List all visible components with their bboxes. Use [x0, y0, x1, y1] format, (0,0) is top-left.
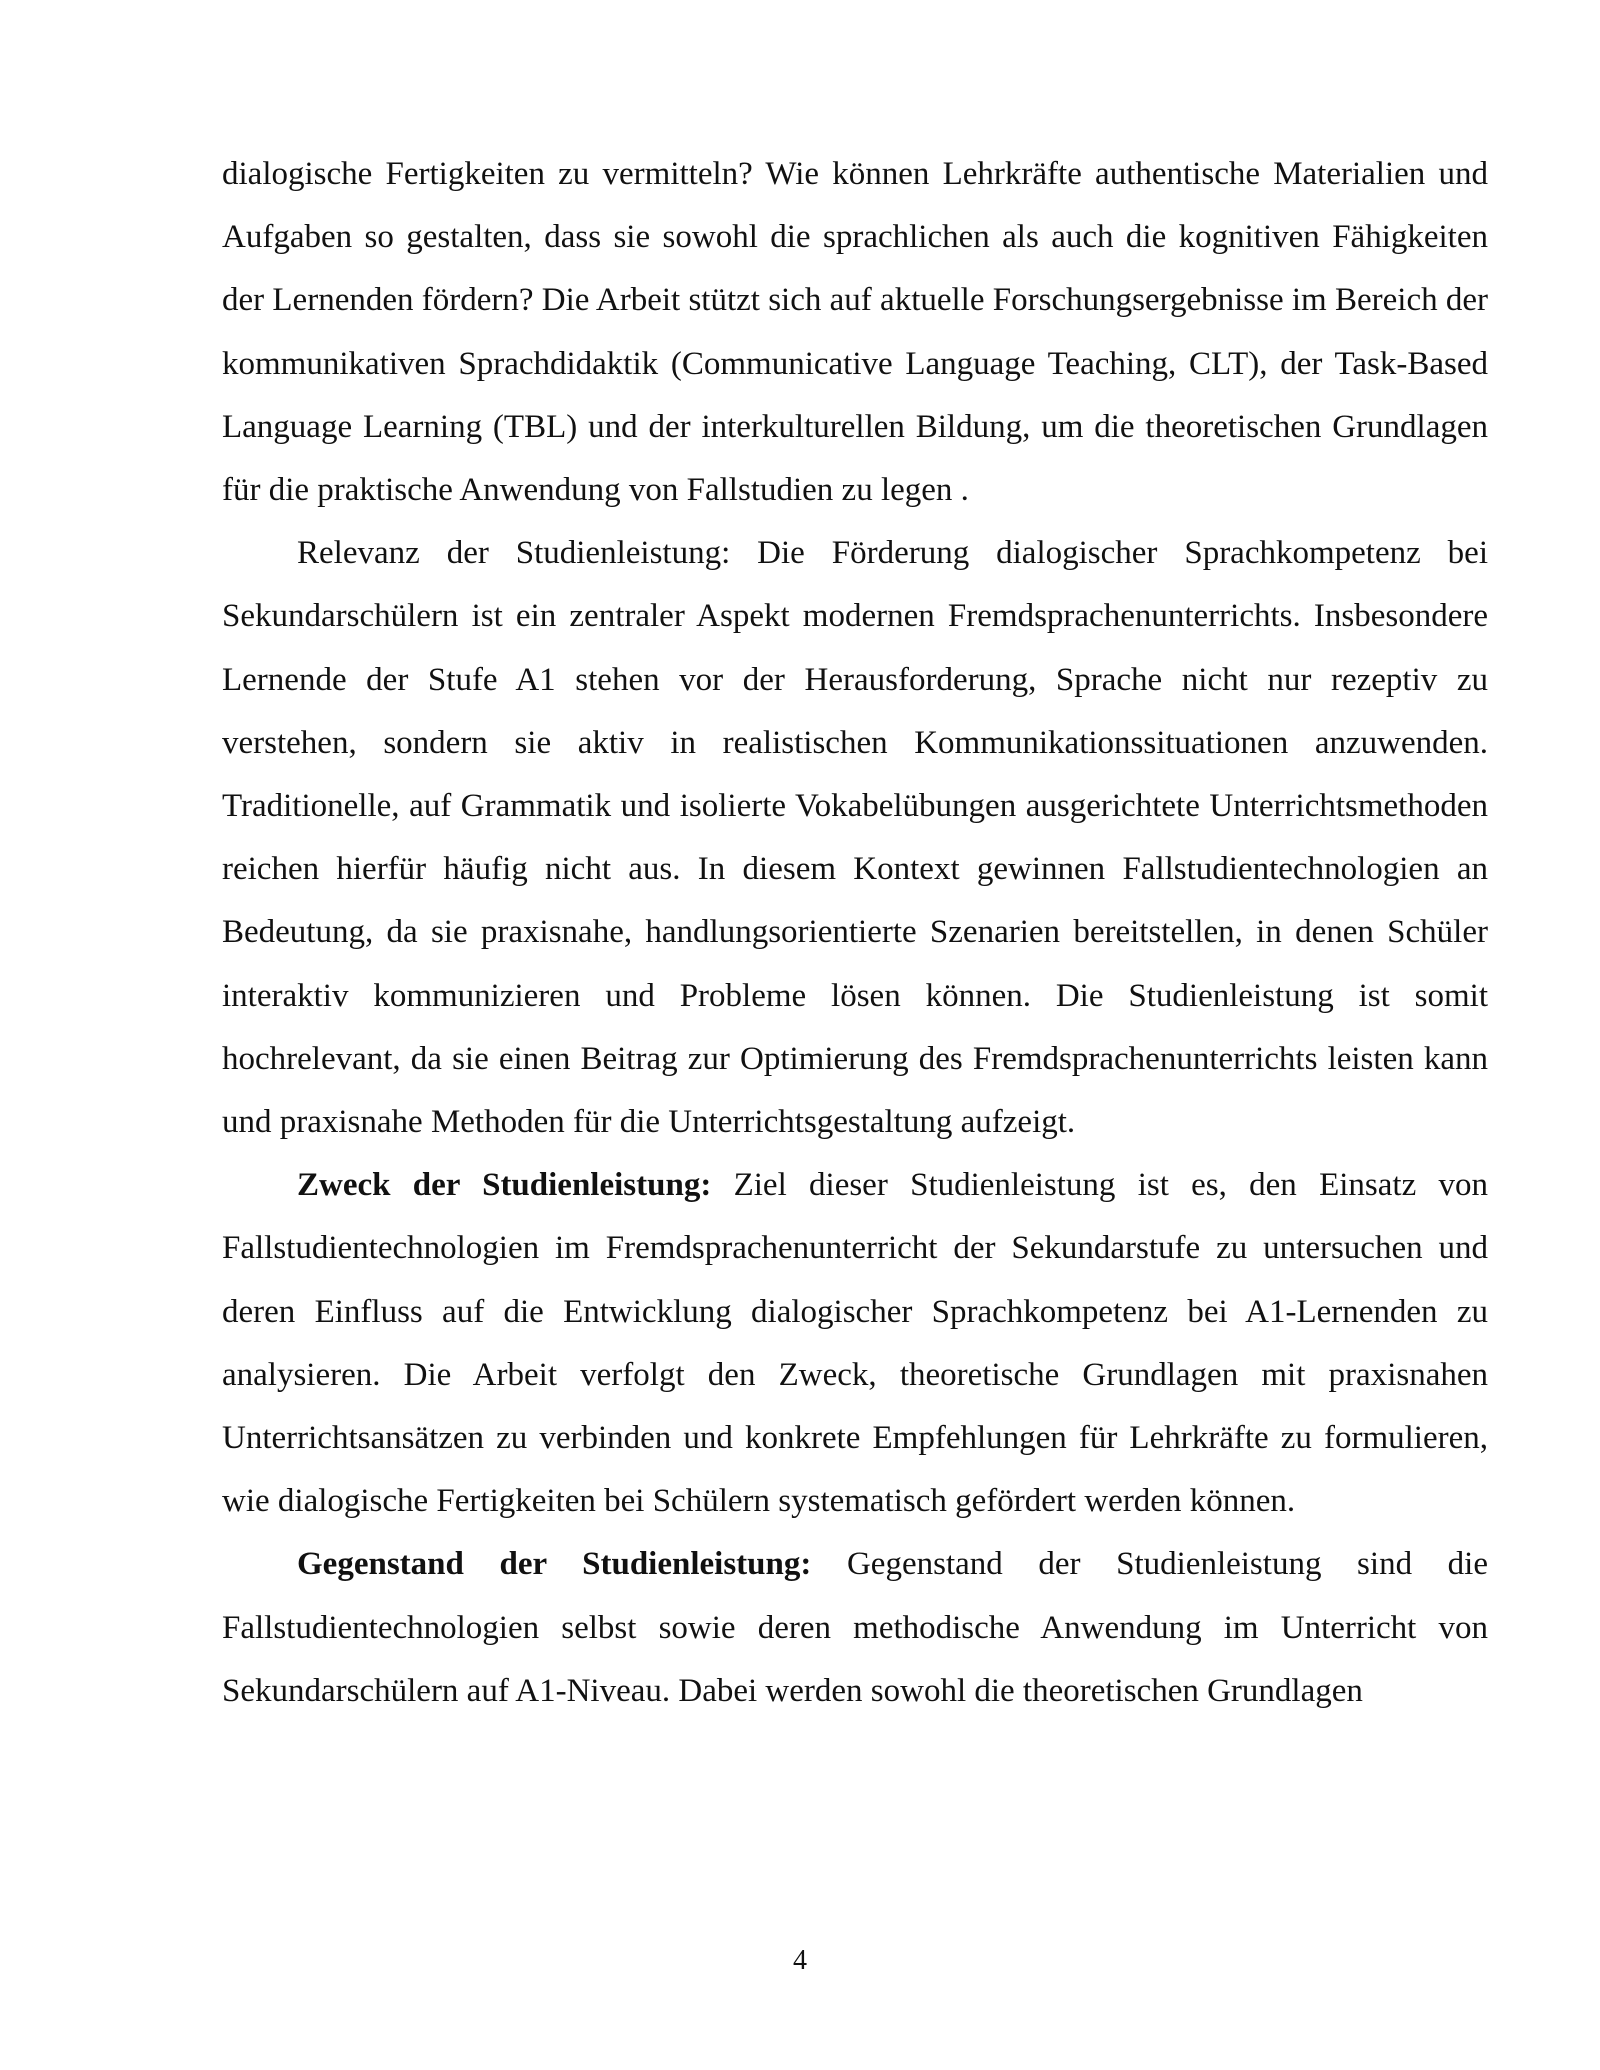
paragraph-heading: Zweck der Studienleistung: — [297, 1167, 712, 1204]
paragraph-relevance — [222, 522, 1488, 1154]
paragraph-text: Relevanz der Studienleistung: Die Förderung dialogischer Sprachkompetenz bei Sekundarschülern ist ein zentraler Aspekt modernen Fremdsprachenunterrichts. Insbesondere Lernende der Stufe A1 stehen vor der Herausforderung, Sprache nicht nur rezeptiv zu verstehen, sondern sie aktiv in realistischen Kommunikationssituationen anzuwenden. Traditionelle, auf Grammatik und isolierte Vokabelübungen ausgerichtete Unterrichtsmethoden reichen hierfür häufig nicht aus. In diesem Kontext gewinnen Fallstudientechnologien an Bedeutung, da sie praxisnahe, handlungsorientierte Szenarien bereitstellen, in denen Schüler interaktiv kommunizieren und Probleme lösen können. Die Studienleistung ist somit hochrelevant, da sie einen Beitrag zur Optimierung des Fremdsprachenunterrichts leisten kann und praxisnahe Methoden für die Unterrichtsgestaltung aufzeigt. — [222, 535, 1488, 1141]
paragraph-text: Ziel dieser Studienleistung ist es, den Einsatz von Fallstudientechnologien im Fremdsprachenunterricht der Sekundarstufe zu untersuchen und deren Einfluss auf die Entwicklung dialogischer Sprachkompetenz bei A1-Lernenden zu analysieren. Die Arbeit verfolgt den Zweck, theoretische Grundlagen mit praxisnahen Unterrichtsansätzen zu verbinden und konkrete Empfehlungen für Lehrkräfte zu formulieren, wie dialogische Fertigkeiten bei Schülern systematisch gefördert werden können. — [222, 1167, 1488, 1520]
paragraph-purpose — [222, 1154, 1488, 1533]
paragraph-subject — [222, 1533, 1488, 1723]
page-number: 4 — [793, 1945, 807, 1976]
paragraph-research-questions — [222, 143, 1488, 522]
paragraph-heading: Gegenstand der Studienleistung: — [297, 1546, 812, 1583]
paragraph-text: dialogische Fertigkeiten zu vermitteln? Wie können Lehrkräfte authentische Materialien und Aufgaben so gestalten, dass sie sowohl die sprachlichen als auch die kognitiven Fähigkeiten der Lernenden fördern? Die Arbeit stützt sich auf aktuelle Forschungsergebnisse im Bereich der kommunikativen Sprachdidaktik (Communicative Language Teaching, CLT), der Task-Based Language Learning (TBL) und der interkulturellen Bildung, um die theoretischen Grundlagen für die praktische Anwendung von Fallstudien zu legen . — [222, 156, 1488, 509]
body-text — [222, 143, 1488, 1723]
paragraph-text: Gegenstand der Studienleistung sind die Fallstudientechnologien selbst sowie deren methodische Anwendung im Unterricht von Sekundarschülern auf A1-Niveau. Dabei werden sowohl die theoretischen Grundlagen — [222, 1546, 1488, 1709]
